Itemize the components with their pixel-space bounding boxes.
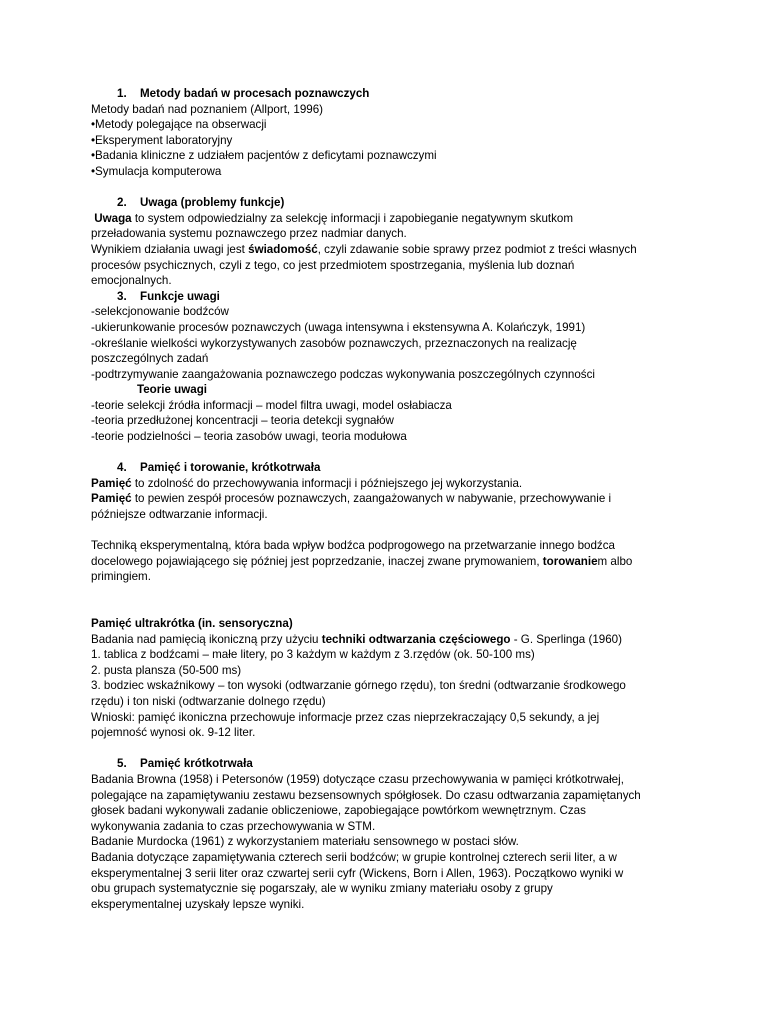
bullet-item: •Symulacja komputerowa — [91, 164, 222, 178]
section-title: Metody badań w procesach poznawczych — [140, 87, 370, 100]
list-item: -podtrzymywanie zaangażowania poznawczego podczas wykonywania poszczególnych czynności — [91, 367, 595, 381]
section-number: 5. — [117, 757, 127, 771]
bullet-item: •Eksperyment laboratoryjny — [91, 133, 233, 147]
list-item: 1. tablica z bodźcami – małe litery, po 3 każdym w każdym z 3.rzędów (ok. 50-100 ms) — [91, 648, 535, 662]
paragraph-line: procesów psychicznych, czyli z tego, co jest przedmiotem spostrzegania, myślenia lub doznań — [91, 258, 575, 272]
section-number: 2. — [117, 196, 127, 210]
paragraph-line — [91, 554, 691, 570]
paragraph-line: Badania Browna (1958) i Petersonów (1959) dotyczące czasu przechowywania w pamięci krótkotrwałej, — [91, 772, 624, 786]
paragraph-line: Wnioski: pamięć ikoniczna przechowuje informacje przez czas nieprzekraczający 0,5 sekundy, a jej — [91, 710, 600, 724]
text-span: Wynikiem działania uwagi jest — [91, 242, 249, 256]
section-1-heading — [91, 86, 691, 102]
list-item: -określanie wielkości wykorzystywanych zasobów poznawczych, przeznaczonych na realizację — [91, 336, 577, 350]
section-2-heading — [91, 195, 691, 211]
list-item: rzędu) i ton niski (odtwarzanie dolnego rzędu) — [91, 694, 326, 708]
spacer — [91, 585, 691, 616]
spacer — [91, 180, 691, 196]
section-title: Pamięć krótkotrwała — [140, 757, 253, 771]
paragraph-line: pojemność wynosi ok. 9-12 liter. — [91, 726, 256, 740]
bold-term: Uwaga — [94, 211, 132, 225]
paragraph-line — [91, 476, 691, 492]
text-span: m albo — [597, 554, 633, 568]
paragraph-line: późniejsze odtwarzanie informacji. — [91, 508, 268, 522]
bullet-item: •Badania kliniczne z udziałem pacjentów z deficytami poznawczymi — [91, 149, 437, 163]
paragraph-line: Badania dotyczące zapamiętywania czterech serii bodźców; w grupie kontrolnej czterech serii liter, a w — [91, 850, 617, 864]
bold-term: Pamięć — [91, 492, 132, 506]
paragraph-line: Badanie Murdocka (1961) z wykorzystaniem materiału sensownego w postaci słów. — [91, 835, 519, 849]
subsection-heading: Teorie uwagi — [137, 383, 208, 397]
list-item: -ukierunkowanie procesów poznawczych (uwaga intensywna i ekstensywna A. Kolańczyk, 1991) — [91, 320, 586, 334]
text-span: to system odpowiedzialny za selekcję informacji i zapobieganie negatywnym skutkom — [131, 211, 574, 225]
spacer — [91, 445, 691, 461]
list-item: poszczególnych zadań — [91, 352, 209, 366]
section-number: 3. — [117, 289, 127, 303]
paragraph-line: primingiem. — [91, 570, 151, 584]
paragraph-line — [91, 211, 691, 227]
section-4-heading — [91, 460, 691, 476]
text-span: docelowego pojawiającego się później jest poprzedzanie, inaczej zwane prymowaniem, — [91, 554, 543, 568]
paragraph-line — [91, 632, 691, 648]
bold-term: świadomość — [248, 242, 318, 256]
list-item: -teorie selekcji źródła informacji – model filtra uwagi, model osłabiacza — [91, 398, 452, 412]
text-span: to zdolność do przechowywania informacji i późniejszego jej wykorzystania. — [131, 476, 523, 490]
bold-term: techniki odtwarzania częściowego — [321, 632, 511, 646]
paragraph-line: polegające na zapamiętywaniu zestawu bezsensownych spółgłosek. Do czasu odtwarzania zapamiętanych — [91, 788, 641, 802]
paragraph-line: Techniką eksperymentalną, która bada wpływ bodźca podprogowego na przetwarzanie innego bodźca — [91, 539, 615, 553]
list-item: -teoria przedłużonej koncentracji – teoria detekcji sygnałów — [91, 414, 394, 428]
bold-term: Pamięć — [91, 476, 132, 490]
document-body — [91, 86, 691, 912]
list-item: -teorie podzielności – teoria zasobów uwagi, teoria modułowa — [91, 430, 407, 444]
paragraph-line: eksperymentalnej 3 serii liter oraz czwartej serii cyfr (Wickens, Born i Allen, 1963). Początkowo wyniki w — [91, 866, 624, 880]
spacer — [91, 741, 691, 757]
text-span: , czyli zdawanie sobie sprawy przez podmiot z treści własnych — [317, 242, 637, 256]
text-line: Metody badań nad poznaniem (Allport, 1996) — [91, 102, 324, 116]
section-5-heading — [91, 756, 691, 772]
paragraph-line: emocjonalnych. — [91, 274, 172, 288]
paragraph-line: eksperymentalnej uzyskały lepsze wyniki. — [91, 897, 305, 911]
list-item: -selekcjonowanie bodźców — [91, 305, 229, 319]
paragraph-line — [91, 242, 691, 258]
paragraph-line: wykonywania zadania to czas przechowywania w STM. — [91, 819, 376, 833]
list-item: 3. bodziec wskaźnikowy – ton wysoki (odtwarzanie górnego rzędu), ton średni (odtwarzanie środkowego — [91, 679, 626, 693]
paragraph-line: głosek badani wykonywali zadanie obliczeniowe, zapobiegające powtórkom wewnętrznym. Czas — [91, 804, 586, 818]
paragraph-line: obu grupach systematycznie się pogarszały, ale w wyniku zmiany materiału osoby z grupy — [91, 882, 553, 896]
spacer — [91, 523, 691, 539]
section-3-heading — [91, 289, 691, 305]
text-span: to pewien zespół procesów poznawczych, zaangażowanych w nabywanie, przechowywanie i — [131, 492, 612, 506]
bullet-item: •Metody polegające na obserwacji — [91, 118, 267, 132]
text-span: - G. Sperlinga (1960) — [510, 632, 622, 646]
section-title: Pamięć i torowanie, krótkotrwała — [140, 461, 321, 475]
bold-term: torowanie — [542, 554, 598, 568]
section-number: 4. — [117, 461, 127, 475]
section-title: Funkcje uwagi — [140, 289, 220, 303]
section-number: 1. — [117, 87, 127, 100]
list-item: 2. pusta plansza (50-500 ms) — [91, 663, 242, 677]
text-span: Badania nad pamięcią ikoniczną przy użyciu — [91, 632, 322, 646]
paragraph-line — [91, 491, 691, 507]
subsection-heading: Pamięć ultrakrótka (in. sensoryczna) — [91, 617, 293, 630]
paragraph-line: przeładowania systemu poznawczego przez nadmiar danych. — [91, 227, 407, 241]
section-title: Uwaga (problemy funkcje) — [140, 196, 285, 210]
